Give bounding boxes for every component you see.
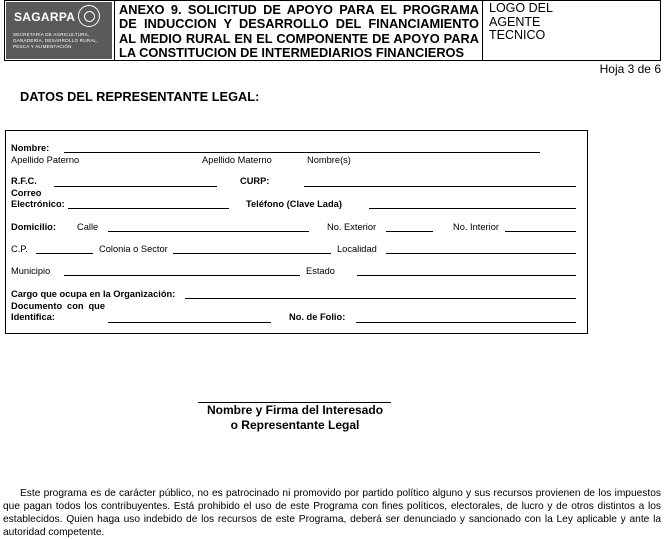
correo-label-line1: Correo (11, 188, 42, 198)
documento-field[interactable] (108, 322, 271, 323)
domicilio-label: Domicilio: (11, 222, 56, 232)
calle-field[interactable] (108, 231, 309, 232)
section-title: DATOS DEL REPRESENTANTE LEGAL: (20, 89, 260, 104)
signature-caption (140, 403, 450, 433)
header-divider-left (114, 1, 115, 60)
calle-label: Calle (77, 222, 99, 232)
rfc-field[interactable] (54, 186, 217, 187)
sagarpa-logo (6, 2, 112, 59)
colonia-field[interactable] (173, 253, 331, 254)
agent-logo-placeholder: LOGO DEL AGENTE TECNICO (489, 1, 553, 42)
estado-label: Estado (306, 266, 335, 276)
folio-field[interactable] (356, 322, 576, 323)
municipio-field[interactable] (64, 275, 300, 276)
curp-field[interactable] (304, 186, 576, 187)
folio-label: No. de Folio: (289, 312, 346, 322)
signature-caption-line2: o Representante Legal (230, 418, 360, 432)
documento-label-line1: Documento con que (11, 301, 105, 311)
municipio-label: Municipio (11, 266, 51, 276)
page-number: Hoja 3 de 6 (599, 62, 661, 76)
document-header (4, 0, 661, 61)
nombres-label: Nombre(s) (307, 155, 351, 165)
cargo-label: Cargo que ocupa en la Organización: (11, 289, 176, 299)
no-exterior-field[interactable] (386, 231, 433, 232)
documento-label-line2: Identifica: (11, 312, 55, 322)
cp-field[interactable] (36, 253, 93, 254)
cargo-field[interactable] (185, 298, 576, 299)
national-seal-icon (78, 5, 100, 27)
cp-label: C.P. (11, 244, 28, 254)
nombre-label: Nombre: (11, 143, 50, 153)
nombre-field[interactable] (64, 152, 540, 153)
sagarpa-wordmark: SAGARPA (14, 10, 76, 24)
localidad-field[interactable] (386, 253, 576, 254)
telefono-label: Teléfono (Clave Lada) (246, 199, 342, 209)
no-interior-label: No. Interior (453, 222, 499, 232)
apellido-paterno-label: Apellido Paterno (11, 155, 80, 165)
phone-field[interactable] (369, 208, 576, 209)
localidad-label: Localidad (337, 244, 377, 254)
sagarpa-subtitle: SECRETARÍA DE AGRICULTURA, GANADERÍA, DESARROLLO RURAL, PESCA Y ALIMENTACIÓN (13, 32, 98, 49)
curp-label: CURP: (240, 176, 270, 186)
header-divider-right (482, 1, 483, 60)
colonia-label: Colonia o Sector (99, 244, 168, 254)
signature-caption-line1: Nombre y Firma del Interesado (206, 403, 384, 417)
no-interior-field[interactable] (505, 231, 576, 232)
correo-label-line2: Electrónico: (11, 199, 65, 209)
rfc-label: R.F.C. (11, 176, 37, 186)
legal-disclaimer: Este programa es de carácter público, no es patrocinado ni promovido por partido político alguno y sus recursos provienen de los impuestos que pagan todos los contribuyentes. Está prohibido el uso de este Programa con fines políticos, electorales, de lucro y de otros distintos a los establecidos. Quien haga uso indebido de los recursos de este Programa, deberá ser denunciado y sancionado con la Ley aplicable y ante la autoridad competente. (3, 488, 661, 538)
document-title: ANEXO 9. SOLICITUD DE APOYO PARA EL PROGRAMA DE INDUCCION Y DESARROLLO DEL FINANCIAMIENTO AL MEDIO RURAL EN EL COMPONENTE DE APOYO PARA LA CONSTITUCION DE INTERMEDIARIOS FINANCIEROS (119, 2, 479, 61)
no-exterior-label: No. Exterior (327, 222, 377, 232)
estado-field[interactable] (357, 275, 576, 276)
email-field[interactable] (68, 208, 229, 209)
apellido-materno-label: Apellido Materno (202, 155, 272, 165)
